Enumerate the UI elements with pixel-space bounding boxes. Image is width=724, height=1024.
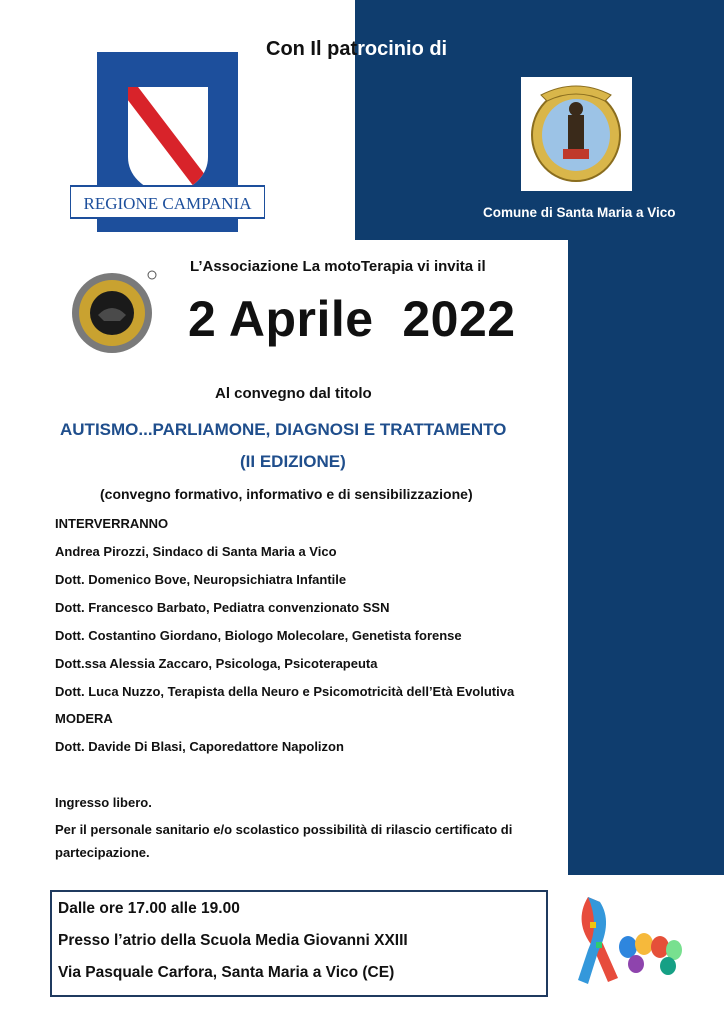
event-address: Via Pasquale Carfora, Santa Maria a Vico (CE) (58, 964, 395, 981)
regione-campania-text: REGIONE CAMPANIA (83, 194, 252, 213)
entry-note: Ingresso libero. (55, 795, 152, 810)
comune-label: Comune di Santa Maria a Vico (483, 205, 676, 220)
speaker-item: Dott. Costantino Giordano, Biologo Molecolare, Genetista forense (55, 628, 462, 643)
event-time: Dalle ore 17.00 alle 19.00 (58, 900, 240, 917)
comune-crest-box (521, 77, 632, 191)
mototerapia-logo (70, 265, 158, 360)
regione-campania-logo (70, 52, 265, 232)
speaker-item: Dott. Domenico Bove, Neuropsichiatra Infantile (55, 572, 347, 587)
moderator-heading: MODERA (55, 711, 113, 726)
speaker-item: Dott. Luca Nuzzo, Terapista della Neuro e Psicomotricità dell’Età Evolutiva (55, 684, 515, 699)
convegno-intro: Al convegno dal titolo (215, 385, 372, 402)
patronage-heading (266, 38, 447, 61)
patronage-heading-part1: Con Il pat (266, 38, 358, 60)
convegno-subtitle: (convegno formativo, informativo e di sensibilizzazione) (100, 486, 473, 502)
convegno-title: AUTISMO...PARLIAMONE, DIAGNOSI E TRATTAMENTO (60, 420, 507, 439)
speaker-item: Dott. Francesco Barbato, Pediatra convenzionato SSN (55, 600, 390, 615)
speaker-item: Dott.ssa Alessia Zaccaro, Psicologa, Psicoterapeuta (55, 656, 378, 671)
patronage-heading-part2: rocinio di (357, 38, 448, 60)
certificate-note-line2: partecipazione. (55, 845, 150, 860)
convegno-edition: (II EDIZIONE) (240, 452, 346, 471)
moderator-name: Dott. Davide Di Blasi, Caporedattore Napolizon (55, 739, 344, 754)
speakers-heading: INTERVERRANNO (55, 516, 169, 531)
comune-crest-icon (521, 77, 632, 191)
event-place: Presso l’atrio della Scuola Media Giovanni XXIII (58, 932, 408, 949)
invite-line: L’Associazione La motoTerapia vi invita il (190, 258, 486, 275)
navy-background-strip (568, 240, 724, 875)
certificate-note-line1: Per il personale sanitario e/o scolastico possibilità di rilascio certificato di (55, 822, 513, 837)
autism-ribbon-icon (568, 892, 693, 990)
speaker-item: Andrea Pirozzi, Sindaco di Santa Maria a Vico (55, 544, 337, 559)
event-date: 2 Aprile 2022 (188, 291, 516, 347)
